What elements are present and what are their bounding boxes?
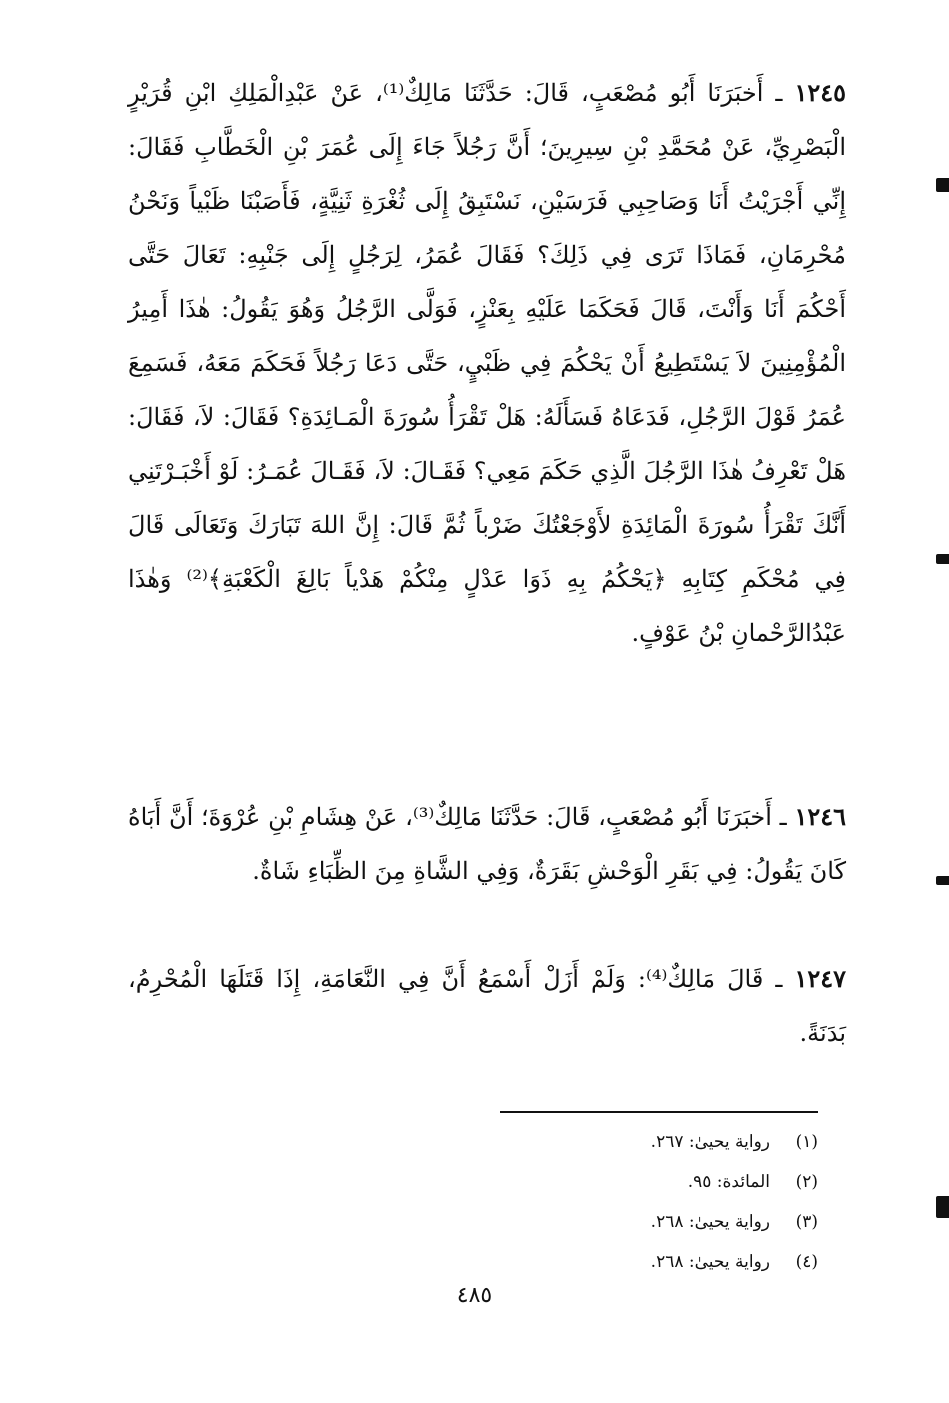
hadith-number: ١٢٤٦ <box>794 802 847 831</box>
hadith-text: ـ قَالَ مَالِكٌ⁽⁴⁾: وَلَمْ أَزَلْ أَسْمَعُ أَنَّ فِي النَّعَامَةِ، إِذَا قَتَلَهَا الْمُحْرِمُ، بَدَنَةً. <box>128 965 846 1047</box>
footnote-4 <box>500 1242 818 1282</box>
footnote-text: رواية يحيىٰ: ٢٦٨. <box>650 1252 770 1272</box>
hadith-text: ـ أَخبَرَنَا أَبُو مُصْعَبٍ، قَالَ: حَدَّثَنَا مَالِكٌ⁽¹⁾، عَنْ عَبْدِالْمَلِكِ ابْنِ قُرَيْرٍ الْبَصْرِيِّ، عَنْ مُحَمَّدِ بْنِ سِيرِينَ؛ أَنَّ رَجُلاً جَاءَ إِلَى عُمَرَ بْنِ الْخَطَّابِ فَقَالَ: إِنِّي أَجْرَيْتُ أَنَا وَصَاحِبِي فَرَسَيْنِ، نَسْتَبِقُ إِلَى ثُغْرَةِ ثَنِيَّةٍ، فَأَصَبْنَا ظَبْياً وَنَحْنُ مُحْرِمَانِ، فَمَاذَا تَرَى فِي ذَلِكَ؟ فَقَالَ عُمَرُ، لِرَجُلٍ إِلَى جَنْبِهِ: تَعَالَ حَتَّى أَحْكُمَ أَنَا وَأَنْتَ، قَالَ فَحَكَمَا عَلَيْهِ بِعَنْزٍ، فَوَلَّى الرَّجُلُ وَهُوَ يَقُولُ: هٰذَا أَمِيرُ الْمُؤْمِنِينَ لاَ يَسْتَطِيعُ أَنْ يَحْكُمَ فِي ظَبْيٍ، حَتَّى دَعَا رَجُلاً فَحَكَمَ مَعَهُ، فَسَمِعَ عُمَرُ قَوْلَ الرَّجُلِ، فَدَعَاهُ فَسَأَلَهُ: هَلْ تَقْرَأُ سُورَةَ الْمَـائِدَةِ؟ فَقَالَ: لاَ، فَقَالَ: هَلْ تَعْرِفُ هٰذَا الرَّجُلَ الَّذِي حَكَمَ مَعِي؟ فَقَـالَ: لاَ، فَقَـالَ عُمَـرُ: لَوْ أَخْبَـرْتَنِي أَنَّكَ تَقْرَأُ سُورَةَ الْمَائِدَةِ لأَوْجَعْتُكَ ضَرْباً ثُمَّ قَالَ: إِنَّ اللهَ تَبَارَكَ وَتَعَالَى قَالَ فِي مُحْكَمِ كِتَابِهِ ﴿يَحْكُمُ بِهِ ذَوَا عَدْلٍ مِنْكُمْ هَدْياً بَالِغَ الْكَعْبَةِ﴾⁽²⁾ وَهٰذَا عَبْدُالرَّحْمانِ بْنُ عَوْفٍ. <box>128 79 846 647</box>
scan-edge-mark <box>936 178 949 192</box>
hadith-1245 <box>128 66 846 660</box>
footnotes <box>500 1122 818 1282</box>
hadith-number: ١٢٤٥ <box>794 78 847 107</box>
footnote-marker: (٣) <box>795 1212 818 1232</box>
footnote-1 <box>500 1122 818 1162</box>
footnote-text: رواية يحيىٰ: ٢٦٨. <box>650 1212 770 1232</box>
footnote-marker: (٤) <box>795 1252 818 1272</box>
scan-edge-mark <box>936 876 949 885</box>
page-number: ٤٨٥ <box>456 1283 493 1308</box>
hadith-number: ١٢٤٧ <box>794 964 846 993</box>
hadith-text: ـ أَخبَرَنَا أَبُو مُصْعَبٍ، قَالَ: حَدَّثَنَا مَالِكٌ⁽³⁾، عَنْ هِشَامِ بْنِ عُرْوَةَ؛ أَنَّ أَبَاهُ كَانَ يَقُولُ: فِي بَقَرِ الْوَحْشِ بَقَرَةٌ، وَفِي الشَّاةِ مِنَ الظِّبَاءِ شَاةٌ. <box>128 803 846 885</box>
footnote-3 <box>500 1202 818 1242</box>
footnote-text: المائدة: ٩٥. <box>687 1172 770 1192</box>
footnote-2 <box>500 1162 818 1202</box>
footnote-marker: (١) <box>795 1132 818 1152</box>
hadith-1246 <box>128 790 846 898</box>
footnote-marker: (٢) <box>795 1172 818 1192</box>
scan-edge-mark <box>936 1196 949 1218</box>
hadith-1247 <box>128 952 846 1060</box>
footnote-text: رواية يحيىٰ: ٢٦٧. <box>650 1132 770 1152</box>
scan-edge-mark <box>936 554 949 564</box>
footnote-divider <box>500 1111 818 1113</box>
